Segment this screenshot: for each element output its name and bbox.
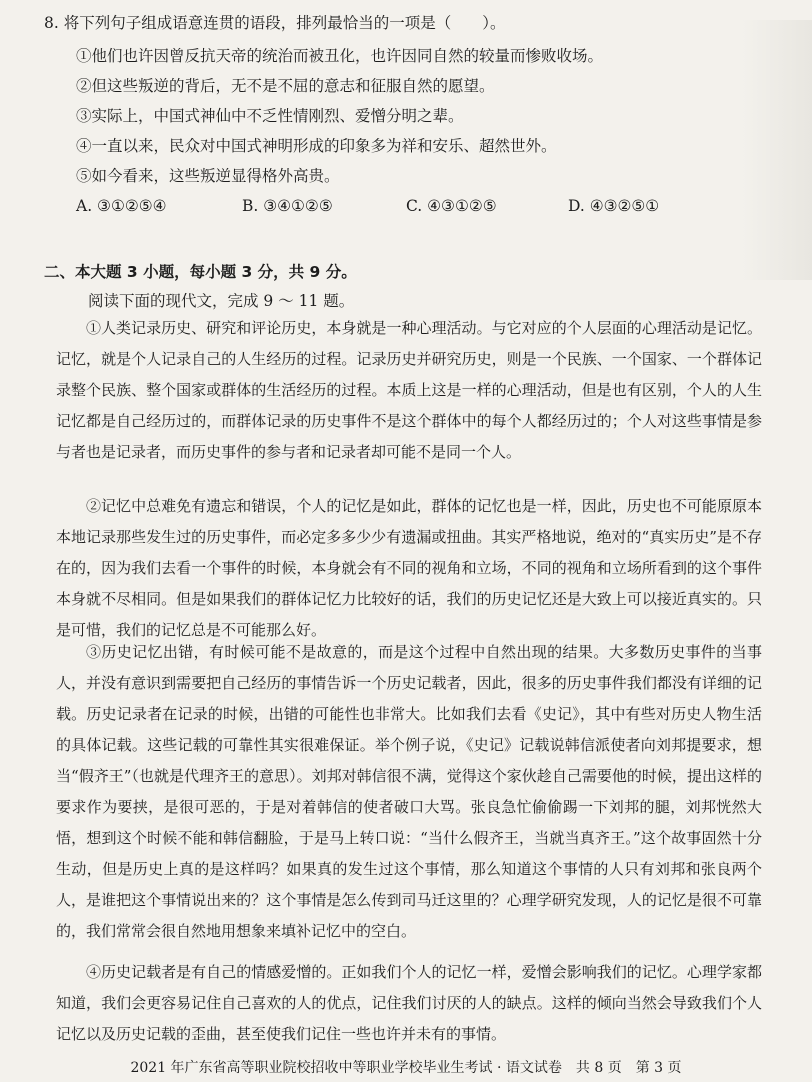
- sentence-2: ②但这些叛逆的背后，无不是不屈的意志和征服自然的愿望。: [76, 77, 495, 95]
- choice-c: C. ④③①②⑤: [406, 197, 497, 215]
- paragraph-3: ③历史记忆出错，有时候可能不是故意的，而是这个过程中自然出现的结果。大多数历史事件的当事人，并没有意识到需要把自己经历的事情告诉一个历史记载者，因此，很多的历史事件我们都没有详细的记载。历史记录者在记录的时候，出错的可能性也非常大。比如我们去看《史记》，其中有些对历史人物生活的具体记载。这些记载的可靠性其实很难保证。举个例子说，《史记》记载说韩信派使者向刘邦提要求，想当“假齐王”（也就是代理齐王的意思）。刘邦对韩信很不满，觉得这个家伙趁自己需要他的时候，提出这样的要求作为要挟，是很可恶的，于是对着韩信的使者破口大骂。张良急忙偷偷踢一下刘邦的腿，刘邦恍然大悟，想到这个时候不能和韩信翻脸，于是马上转口说：“当什么假齐王，当就当真齐王。”这个故事固然十分生动，但是历史上真的是这样吗？如果真的发生过这个事情，那么知道这个事情的人只有刘邦和张良两个人，是谁把这个事情说出来的？这个事情是怎么传到司马迁这里的？心理学研究发现，人的记忆是很不可靠的，我们常常会很自然地用想象来填补记忆中的空白。: [56, 643, 762, 940]
- choice-a: A. ③①②⑤④: [76, 197, 167, 215]
- sentence-3: ③实际上，中国式神仙中不乏性情刚烈、爱憎分明之辈。: [76, 107, 464, 125]
- bleed-through-shadow: [742, 20, 812, 280]
- choice-b: B. ③④①②⑤: [242, 197, 333, 215]
- question-8-stem: 8. 将下列句子组成语意连贯的语段，排列最恰当的一项是（ ）。: [44, 14, 506, 32]
- sentence-4: ④一直以来，民众对中国式神明形成的印象多为祥和安乐、超然世外。: [76, 137, 557, 155]
- reading-instruction: 阅读下面的现代文，完成 9 ～ 11 题。: [88, 292, 355, 310]
- paragraph-4: ④历史记载者是有自己的情感爱憎的。正如我们个人的记忆一样，爱憎会影响我们的记忆。心理学家都知道，我们会更容易记住自己喜欢的人的优点，记住我们讨厌的人的缺点。这样的倾向当然会导致我们个人记忆以及历史记载的歪曲，甚至使我们记住一些也许并未有的事情。: [56, 963, 762, 1043]
- choice-d: D. ④③②⑤①: [568, 197, 660, 215]
- paragraph-1: ①人类记录历史、研究和评论历史，本身就是一种心理活动。与它对应的个人层面的心理活动是记忆。记忆，就是个人记录自己的人生经历的过程。记录历史并研究历史，则是一个民族、一个国家、一个群体记录整个民族、整个国家或群体的生活经历的过程。本质上这是一样的心理活动，但是也有区别，个人的人生记忆都是自己经历过的，而群体记录的历史事件不是这个群体中的每个人都经历过的；个人对这些事情是参与者也是记录者，而历史事件的参与者和记录者却可能不是同一个人。: [56, 319, 762, 461]
- paragraph-2: ②记忆中总难免有遗忘和错误，个人的记忆是如此，群体的记忆也是一样，因此，历史也不可能原原本本地记录那些发生过的历史事件，而必定多多少少有遗漏或扭曲。其实严格地说，绝对的“真实历史”是不存在的，因为我们去看一个事件的时候，本身就会有不同的视角和立场，不同的视角和立场所看到的这个事件本身就不尽相同。但是如果我们的群体记忆力比较好的话，我们的历史记忆还是大致上可以接近真实的。只是可惜，我们的记忆总是不可能那么好。: [56, 497, 762, 639]
- sentence-1: ①他们也许因曾反抗天帝的统治而被丑化，也许因同自然的较量而惨败收场。: [76, 47, 604, 65]
- page-footer: 2021 年广东省高等职业院校招收中等职业学校毕业生考试 · 语文试卷 共 8 页 第 3 页: [130, 1060, 682, 1076]
- section-heading: 二、本大题 3 小题，每小题 3 分，共 9 分。: [44, 263, 357, 281]
- sentence-5: ⑤如今看来，这些叛逆显得格外高贵。: [76, 167, 340, 185]
